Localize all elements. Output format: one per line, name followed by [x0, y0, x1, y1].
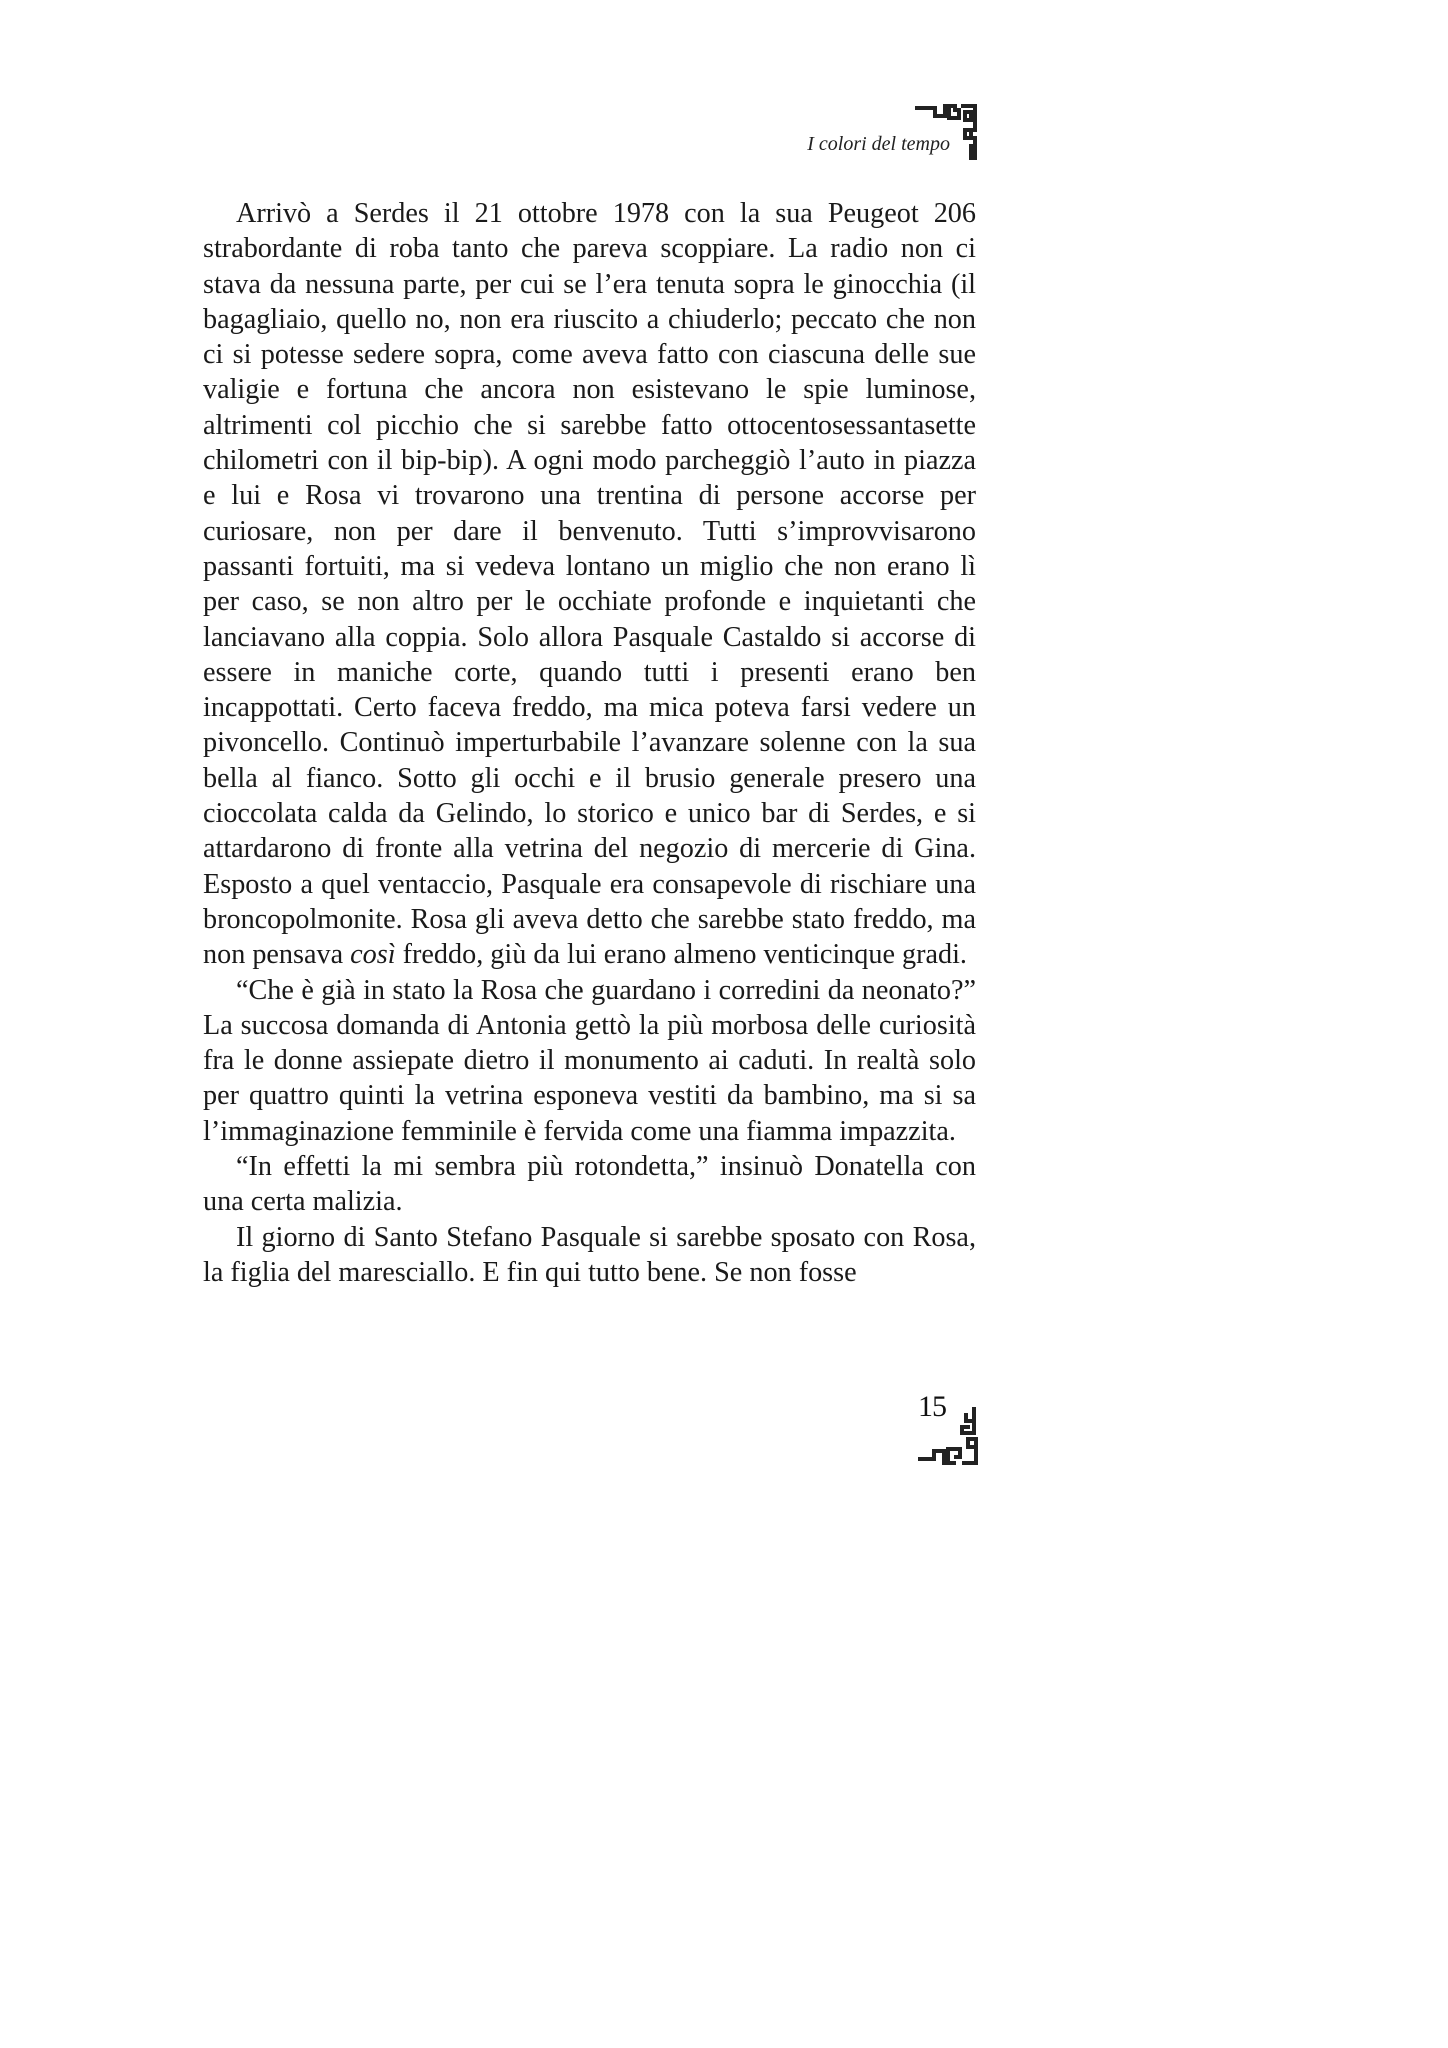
paragraph-text-tail: freddo, giù da lui erano almeno venticinque gradi. — [395, 939, 967, 971]
greek-key-corner-ornament-icon — [918, 1407, 978, 1467]
paragraph — [203, 196, 976, 973]
main-text-block — [203, 196, 976, 1290]
paragraph: “In effetti la mi sembra più rotondetta,” insinuò Donatella con una certa malizia. — [203, 1151, 976, 1218]
page-number: 15 — [918, 1390, 946, 1423]
emphasized-word: così — [350, 939, 396, 971]
paragraph-text: Arrivò a Serdes il 21 ottobre 1978 con la sua Peugeot 206 strabordante di roba tanto che pareva scoppiare. La radio non ci stava da nessuna parte, per cui se l’era tenuta sopra le ginocchia (il bagagliaio, quello no, non era riuscito a chiuderlo; peccato che non ci si potesse sedere sopra, come aveva fatto con ciascuna delle sue valigie e fortuna che ancora non esistevano le spie luminose, altrimenti col picchio che si sarebbe fatto ottocentosessantasette chilometri con il bip-bip). A ogni modo parcheggiò l’auto in piazza e lui e Rosa vi trovarono una trentina di persone accorse per curiosare, non per dare il benvenuto. Tutti s’improvvisarono passanti fortuiti, ma si vedeva lontano un miglio che non erano lì per caso, se non altro per le occhiate profonde e inquietanti che lanciavano alla coppia. Solo allora Pasquale Castaldo si accorse di essere in maniche corte, quando tutti i presenti erano ben incappottati. Certo faceva freddo, ma mica poteva farsi vedere un pivoncello. Continuò imperturbabile l’avanzare solenne con la sua bella al fianco. Sotto gli occhi e il brusio generale presero una cioccolata calda da Gelindo, lo storico e unico bar di Serdes, e si attardarono di fronte alla vetrina del negozio di mercerie di Gina. Esposto a quel ventaccio, Pasquale era consapevole di rischiare una broncopolmonite. Rosa gli aveva detto che sarebbe stato freddo, ma non pensava — [203, 198, 976, 971]
paragraph: Il giorno di Santo Stefano Pasquale si sarebbe sposato con Rosa, la figlia del maresciallo. E fin qui tutto bene. Se non fosse — [203, 1221, 976, 1288]
paragraph: “Che è già in stato la Rosa che guardano i corredini da neonato?” La succosa domanda di Antonia gettò la più morbosa delle curiosità fra le donne assiepate dietro il monumento ai caduti. In realtà solo per quattro quinti la vetrina esponeva vestiti da bambino, ma si sa l’immaginazione femminile è fervida come una fiamma impazzita. — [203, 974, 976, 1147]
running-head-title: I colori del tempo — [807, 133, 950, 155]
